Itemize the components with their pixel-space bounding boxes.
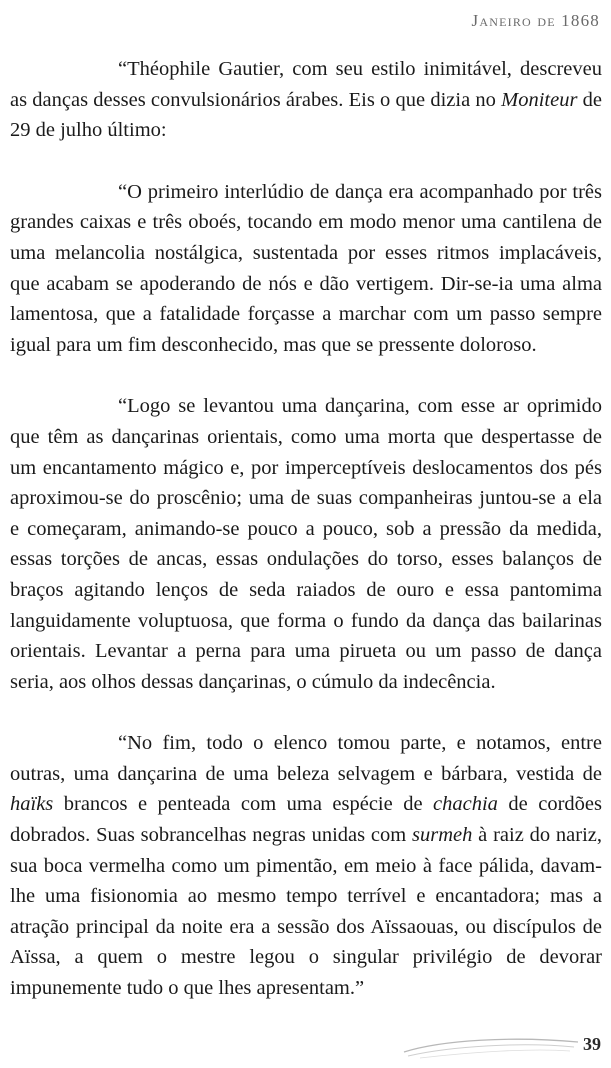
- italic-term: chachia: [433, 793, 498, 816]
- text-run: “Logo se levantou uma dançarina, com esse ar oprimido que têm as dançarinas orientais, como uma morta que despertasse de um encantamento mágico e, por imperceptíveis deslocamentos dos pés aproximou-se do proscênio; uma de suas companheiras juntou-se a ela e começaram, animando-se pouco a pouco, sob a pressão da medida, essas torções de ancas, essas ondulações do torso, esses balanços de braços agitando lenços de seda raiados de ouro e essa pantomima languidamente voluptuosa, que forma o fundo da dança das bailarinas orientais. Levantar a perna para uma pirueta ou um passo de dança seria, aos olhos dessas dançarinas, o cúmulo da indecência.: [10, 395, 602, 693]
- page-body: [10, 54, 602, 1004]
- italic-term: Moniteur: [501, 88, 578, 111]
- body-paragraph: [10, 728, 602, 1003]
- page-number: 39: [583, 1034, 601, 1054]
- text-run: de 29 de julho último:: [10, 88, 602, 142]
- text-run: à raiz do nariz, sua boca vermelha como um pimentão, em meio à face pálida, davam-lhe uma fisionomia ao mesmo tempo terrível e encantadora; mas a atração principal da noite era a sessão dos Aïssaouas, ou discípulos de Aïssa, a quem o mestre legou o singular privilégio de devorar impunemente tudo o que lhes apresentam.”: [10, 824, 602, 1000]
- swoosh-ornament-icon: [402, 1032, 582, 1060]
- body-paragraph: [10, 177, 602, 361]
- text-run: “Théophile Gautier, com seu estilo inimitável, descreveu as danças desses convulsionários árabes. Eis o que dizia no: [10, 58, 602, 111]
- text-run: de cordões dobrados. Suas sobrancelhas negras unidas com: [10, 793, 602, 847]
- text-run: “No fim, todo o elenco tomou parte, e notamos, entre outras, uma dançarina de uma beleza selvagem e bárbara, vestida de: [10, 732, 602, 785]
- body-paragraph: [10, 54, 602, 146]
- text-run: “O primeiro interlúdio de dança era acompanhado por três grandes caixas e três oboés, tocando em modo menor uma cantilena de uma melancolia nostálgica, sustentada por esses ritmos implacáveis, que acabam se apoderando de nós e dão vertigem. Dir-se-ia uma alma lamentosa, que a fatalidade forçasse a marchar com um passo sempre igual para um fim desconhecido, mas que se pressente doloroso.: [10, 180, 602, 356]
- body-paragraph: [10, 391, 602, 697]
- italic-term: surmeh: [412, 824, 473, 847]
- running-header-title: Janeiro de 1868: [471, 11, 600, 30]
- text-run: brancos e penteada com uma espécie de: [53, 793, 434, 816]
- italic-term: haïks: [10, 793, 54, 816]
- page-footer: [0, 1028, 611, 1068]
